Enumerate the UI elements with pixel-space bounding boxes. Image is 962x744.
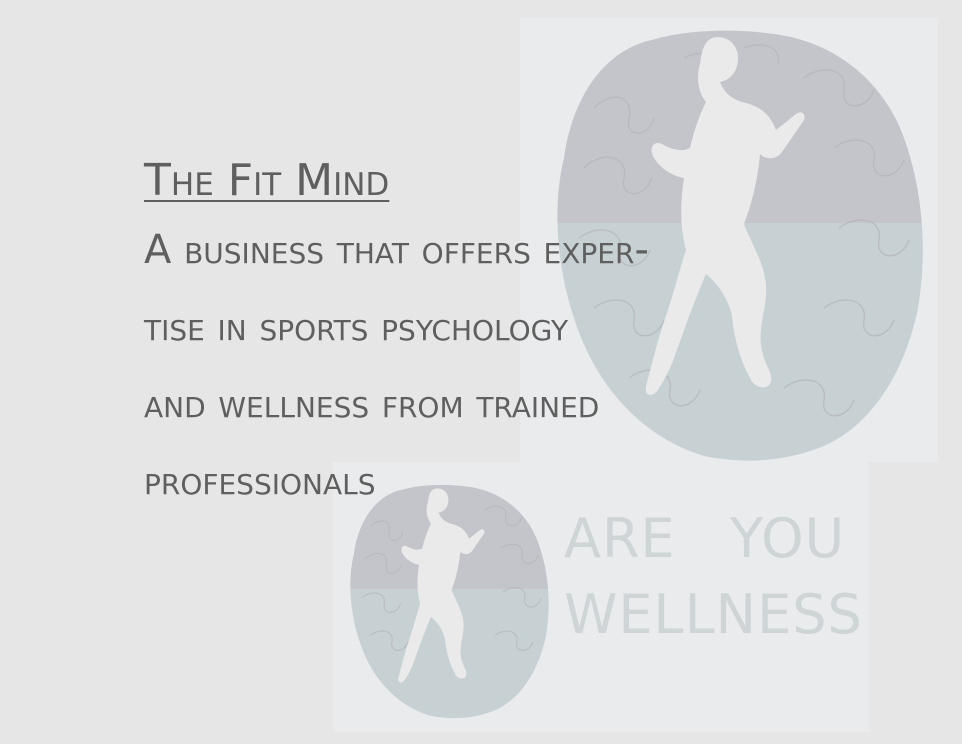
- hero-text: [144, 150, 649, 520]
- tagline-line: and wellness from trained: [144, 380, 600, 427]
- tagline-line: professionals: [144, 457, 376, 504]
- tagline-line: A business that offers exper-: [144, 226, 649, 273]
- page-title: The Fit Mind: [144, 155, 390, 206]
- watermark-text: ARE YOU: [564, 507, 846, 570]
- tagline-line: tise in sports psychology: [144, 303, 569, 350]
- watermark-text: WELLNESS: [564, 583, 863, 646]
